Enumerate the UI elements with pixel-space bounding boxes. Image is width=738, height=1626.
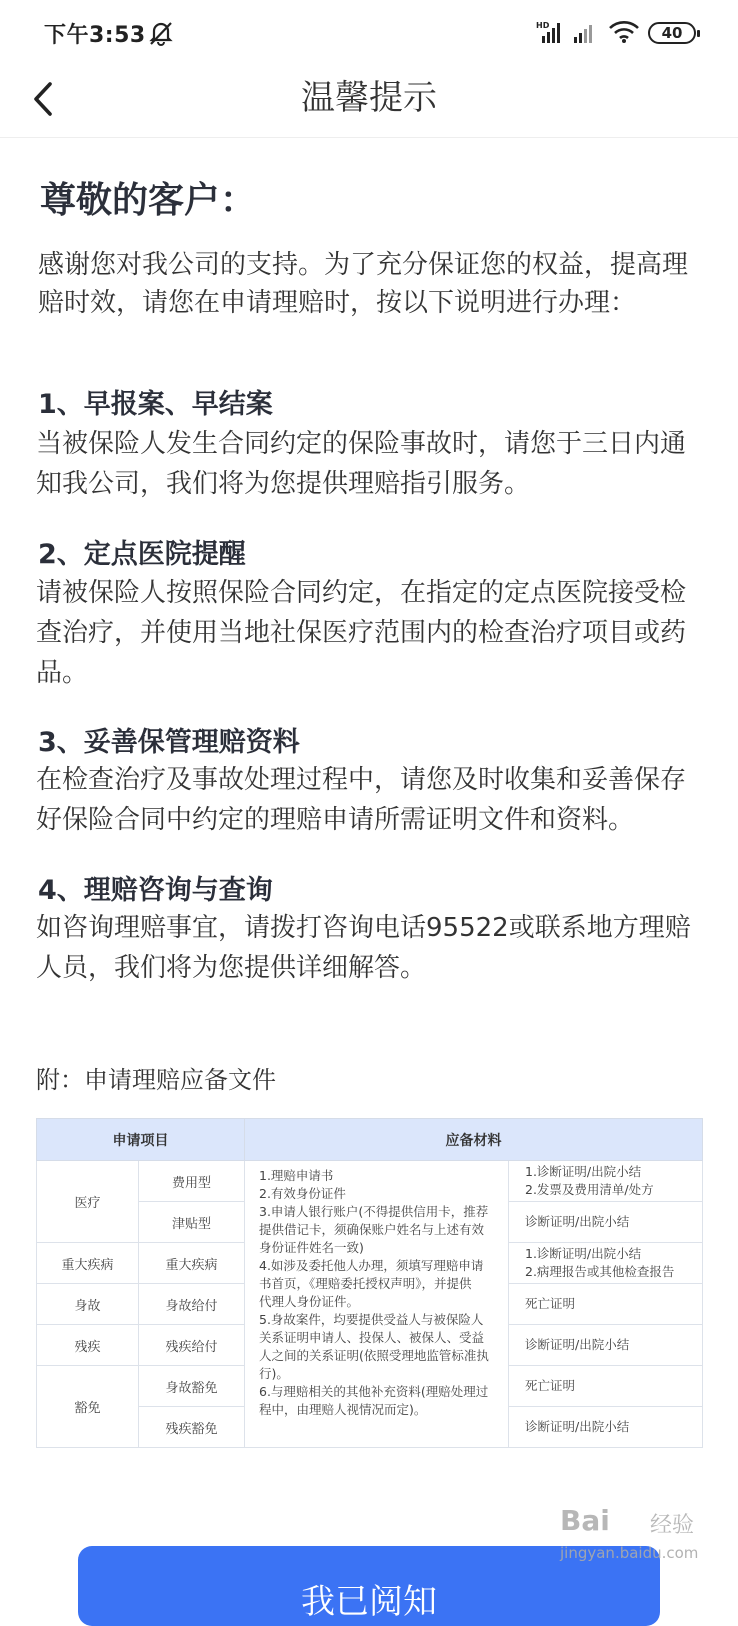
status-bar bbox=[0, 0, 738, 66]
table-cell-materials: 死亡证明 bbox=[509, 1284, 703, 1325]
table-cell-category: 残疾 bbox=[37, 1325, 139, 1366]
requirement-line: 6.与理赔相关的其他补充资料(理赔处理过 bbox=[259, 1384, 489, 1399]
appendix-label: 附：申请理赔应备文件 bbox=[36, 1066, 276, 1094]
table-cell-materials: 诊断证明/出院小结 bbox=[509, 1325, 703, 1366]
table-cell-subtype: 身故豁免 bbox=[139, 1366, 245, 1407]
material-line: 2.病理报告或其他检查报告 bbox=[525, 1264, 675, 1279]
required-documents-table bbox=[36, 1118, 703, 1448]
requirement-line: 3.申请人银行账户(不得提供信用卡，推荐 bbox=[259, 1204, 489, 1219]
material-line: 1.诊断证明/出院小结 bbox=[525, 1164, 642, 1179]
table-header-row bbox=[37, 1119, 703, 1161]
requirement-line: 行)。 bbox=[259, 1366, 289, 1381]
requirement-line: 书首页，《理赔委托授权声明》，并提供 bbox=[259, 1276, 472, 1291]
table-cell-category: 医疗 bbox=[37, 1161, 139, 1243]
table-cell-category: 身故 bbox=[37, 1284, 139, 1325]
section-body: 如咨询理赔事宜，请拨打咨询电话95522或联系地方理赔人员，我们将为您提供详细解答。 bbox=[36, 913, 691, 983]
requirement-line: 提供借记卡，须确保账户姓名与上述有效 bbox=[259, 1222, 485, 1237]
table-cell-common-requirements bbox=[245, 1161, 509, 1448]
table-cell-subtype: 津贴型 bbox=[139, 1202, 245, 1243]
material-line: 1.诊断证明/出院小结 bbox=[525, 1246, 642, 1261]
wifi-icon bbox=[608, 20, 640, 44]
requirement-line: 人之间的关系证明(依照受理地监管标准执 bbox=[259, 1348, 489, 1363]
table-cell-subtype: 身故给付 bbox=[139, 1284, 245, 1325]
table-cell-materials: 诊断证明/出院小结 bbox=[509, 1202, 703, 1243]
table-cell-materials bbox=[509, 1161, 703, 1202]
watermark-url: jingyan.baidu.com bbox=[560, 1544, 699, 1562]
battery-icon: 40 bbox=[648, 22, 696, 44]
watermark bbox=[560, 1504, 710, 1574]
table-cell-category: 重大疾病 bbox=[37, 1243, 139, 1284]
watermark-logo: Bai bbox=[560, 1504, 610, 1537]
greeting-heading: 尊敬的客户： bbox=[40, 180, 257, 221]
section-title: 1、早报案、早结案 bbox=[38, 389, 273, 420]
section-body: 当被保险人发生合同约定的保险事故时，请您于三日内通知我公司，我们将为您提供理赔指引服务。 bbox=[36, 429, 687, 499]
table-row bbox=[37, 1161, 703, 1202]
requirement-line: 1.理赔申请书 bbox=[259, 1168, 334, 1183]
table-header-item: 申请项目 bbox=[37, 1119, 245, 1161]
table-cell-materials: 死亡证明 bbox=[509, 1366, 703, 1407]
intro-text: 感谢您对我公司的支持。为了充分保证您的权益，提高理赔时效，请您在申请理赔时，按以下说明进行办理： bbox=[38, 250, 689, 318]
requirement-line: 身份证件姓名一致) bbox=[259, 1240, 364, 1255]
hd-signal-icon bbox=[536, 20, 564, 44]
table-cell-subtype: 费用型 bbox=[139, 1161, 245, 1202]
table-cell-subtype: 残疾给付 bbox=[139, 1325, 245, 1366]
section-title: 4、理赔咨询与查询 bbox=[38, 875, 273, 906]
page-title: 温馨提示 bbox=[301, 78, 437, 118]
requirement-line: 5.身故案件，均要提供受益人与被保险人 bbox=[259, 1312, 484, 1327]
table-cell-subtype: 重大疾病 bbox=[139, 1243, 245, 1284]
table-cell-subtype: 残疾豁免 bbox=[139, 1407, 245, 1448]
section-body: 在检查治疗及事故处理过程中，请您及时收集和妥善保存好保险合同中约定的理赔申请所需证明文件和资料。 bbox=[36, 765, 687, 835]
requirement-line: 代理人身份证件。 bbox=[259, 1294, 360, 1309]
status-time: 下午3:53 bbox=[44, 23, 146, 48]
signal-icon bbox=[572, 22, 600, 44]
section-title: 3、妥善保管理赔资料 bbox=[38, 727, 300, 758]
section-title: 2、定点医院提醒 bbox=[38, 539, 246, 570]
watermark-text: 经验 bbox=[650, 1513, 695, 1538]
requirement-line: 关系证明申请人、投保人、被保人、受益 bbox=[259, 1330, 485, 1345]
requirement-line: 4.如涉及委托他人办理，须填写理赔申请 bbox=[259, 1258, 484, 1273]
material-line: 2.发票及费用清单/处方 bbox=[525, 1182, 654, 1197]
bell-off-icon bbox=[148, 20, 174, 46]
requirement-line: 2.有效身份证件 bbox=[259, 1186, 346, 1201]
table-header-materials: 应备材料 bbox=[245, 1119, 703, 1161]
table-cell-materials bbox=[509, 1243, 703, 1284]
requirement-line: 程中，由理赔人视情况而定)。 bbox=[259, 1402, 427, 1417]
section-body: 请被保险人按照保险合同约定，在指定的定点医院接受检查治疗，并使用当地社保医疗范围内的检查治疗项目或药品。 bbox=[36, 578, 687, 688]
nav-bar bbox=[0, 66, 738, 138]
svg-text:HD: HD bbox=[536, 21, 550, 30]
table-cell-category: 豁免 bbox=[37, 1366, 139, 1448]
acknowledge-button[interactable]: 我已阅知 bbox=[78, 1546, 660, 1626]
table-cell-materials: 诊断证明/出院小结 bbox=[509, 1407, 703, 1448]
